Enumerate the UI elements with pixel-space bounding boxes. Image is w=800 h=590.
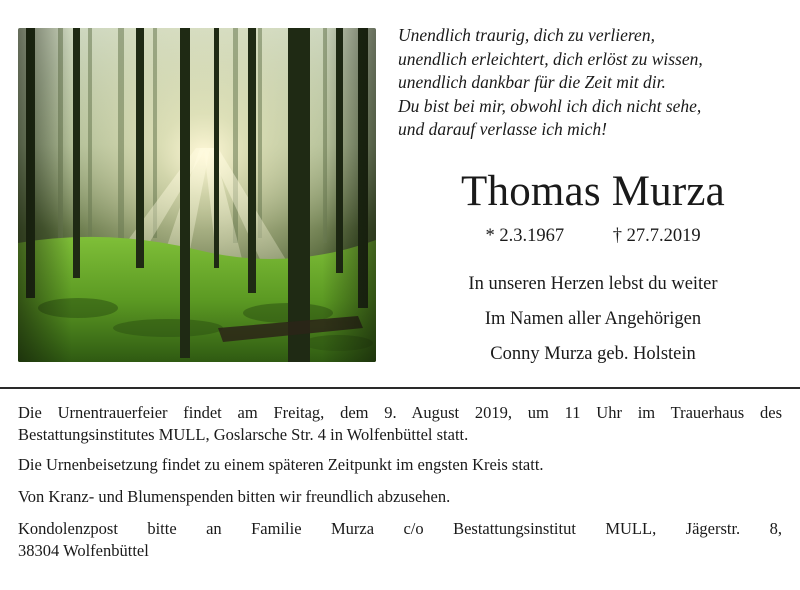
poem — [398, 24, 788, 142]
burial-paragraph: Die Urnenbeisetzung findet zu einem späteren Zeitpunkt im engsten Kreis statt. — [18, 455, 544, 474]
birth-date: * 2.3.1967 — [485, 226, 565, 246]
forest-photo — [18, 28, 376, 362]
poem-line: Du bist bei mir, obwohl ich dich nicht sehe, — [398, 95, 702, 116]
ceremony-line: Bestattungsinstitutes MULL, Goslarsche Str. 4 in Wolfenbüttel statt. — [18, 425, 469, 444]
deceased-name: Thomas Murza — [461, 168, 725, 215]
on-behalf-line: Im Namen aller Angehörigen — [484, 309, 702, 329]
ceremony-line: Die Urnentrauerfeier findet am Freitag, dem 9. August 2019, um 11 Uhr im Trauerhaus des — [18, 403, 782, 422]
ceremony-paragraph — [18, 402, 782, 446]
notice-text — [18, 402, 782, 562]
poem-line: und darauf verlasse ich mich! — [398, 119, 607, 139]
condolence-line: Kondolenzpost bitte an Familie Murza c/o Bestattungsinstitut MULL, Jägerstr. 8, — [18, 519, 782, 538]
dedication-line: In unseren Herzen lebst du weiter — [468, 274, 718, 294]
poem-line: Unendlich traurig, dich zu verlieren, — [398, 25, 655, 45]
poem-line: unendlich dankbar für die Zeit mit dir. — [398, 72, 666, 92]
death-date: † 27.7.2019 — [612, 226, 701, 246]
poem-line: unendlich erleichtert, dich erlöst zu wissen, — [398, 48, 703, 69]
forest-image — [18, 28, 376, 362]
life-dates — [398, 224, 788, 248]
horizontal-rule — [0, 387, 800, 389]
flowers-paragraph: Von Kranz- und Blumenspenden bitten wir freundlich abzusehen. — [18, 487, 451, 506]
mourner-name: Conny Murza geb. Holstein — [490, 344, 696, 364]
condolence-paragraph — [18, 518, 782, 562]
condolence-line: 38304 Wolfenbüttel — [18, 541, 149, 560]
